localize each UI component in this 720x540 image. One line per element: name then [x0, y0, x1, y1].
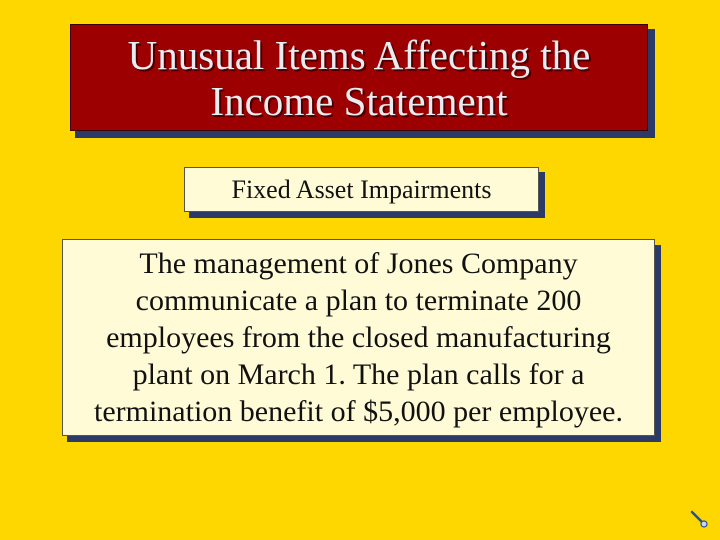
body-line-2: communicate a plan to terminate 200: [135, 284, 582, 317]
body-line-1: The management of Jones Company: [139, 247, 578, 280]
body-text-box: [62, 239, 655, 436]
slide-title-line-2: Income Statement: [210, 77, 508, 124]
body-line-5: termination benefit of $5,000 per employee.: [94, 395, 623, 428]
subtitle-box: [184, 167, 539, 212]
magnifier-pencil-icon[interactable]: [690, 510, 708, 528]
slide-title-box: [70, 24, 648, 131]
body-line-4: plant on March 1. The plan calls for a: [132, 358, 585, 391]
body-line-3: employees from the closed manufacturing: [106, 321, 611, 354]
slide-title-line-1: Unusual Items Affecting the: [127, 31, 591, 78]
subtitle-text: Fixed Asset Impairments: [231, 174, 492, 204]
